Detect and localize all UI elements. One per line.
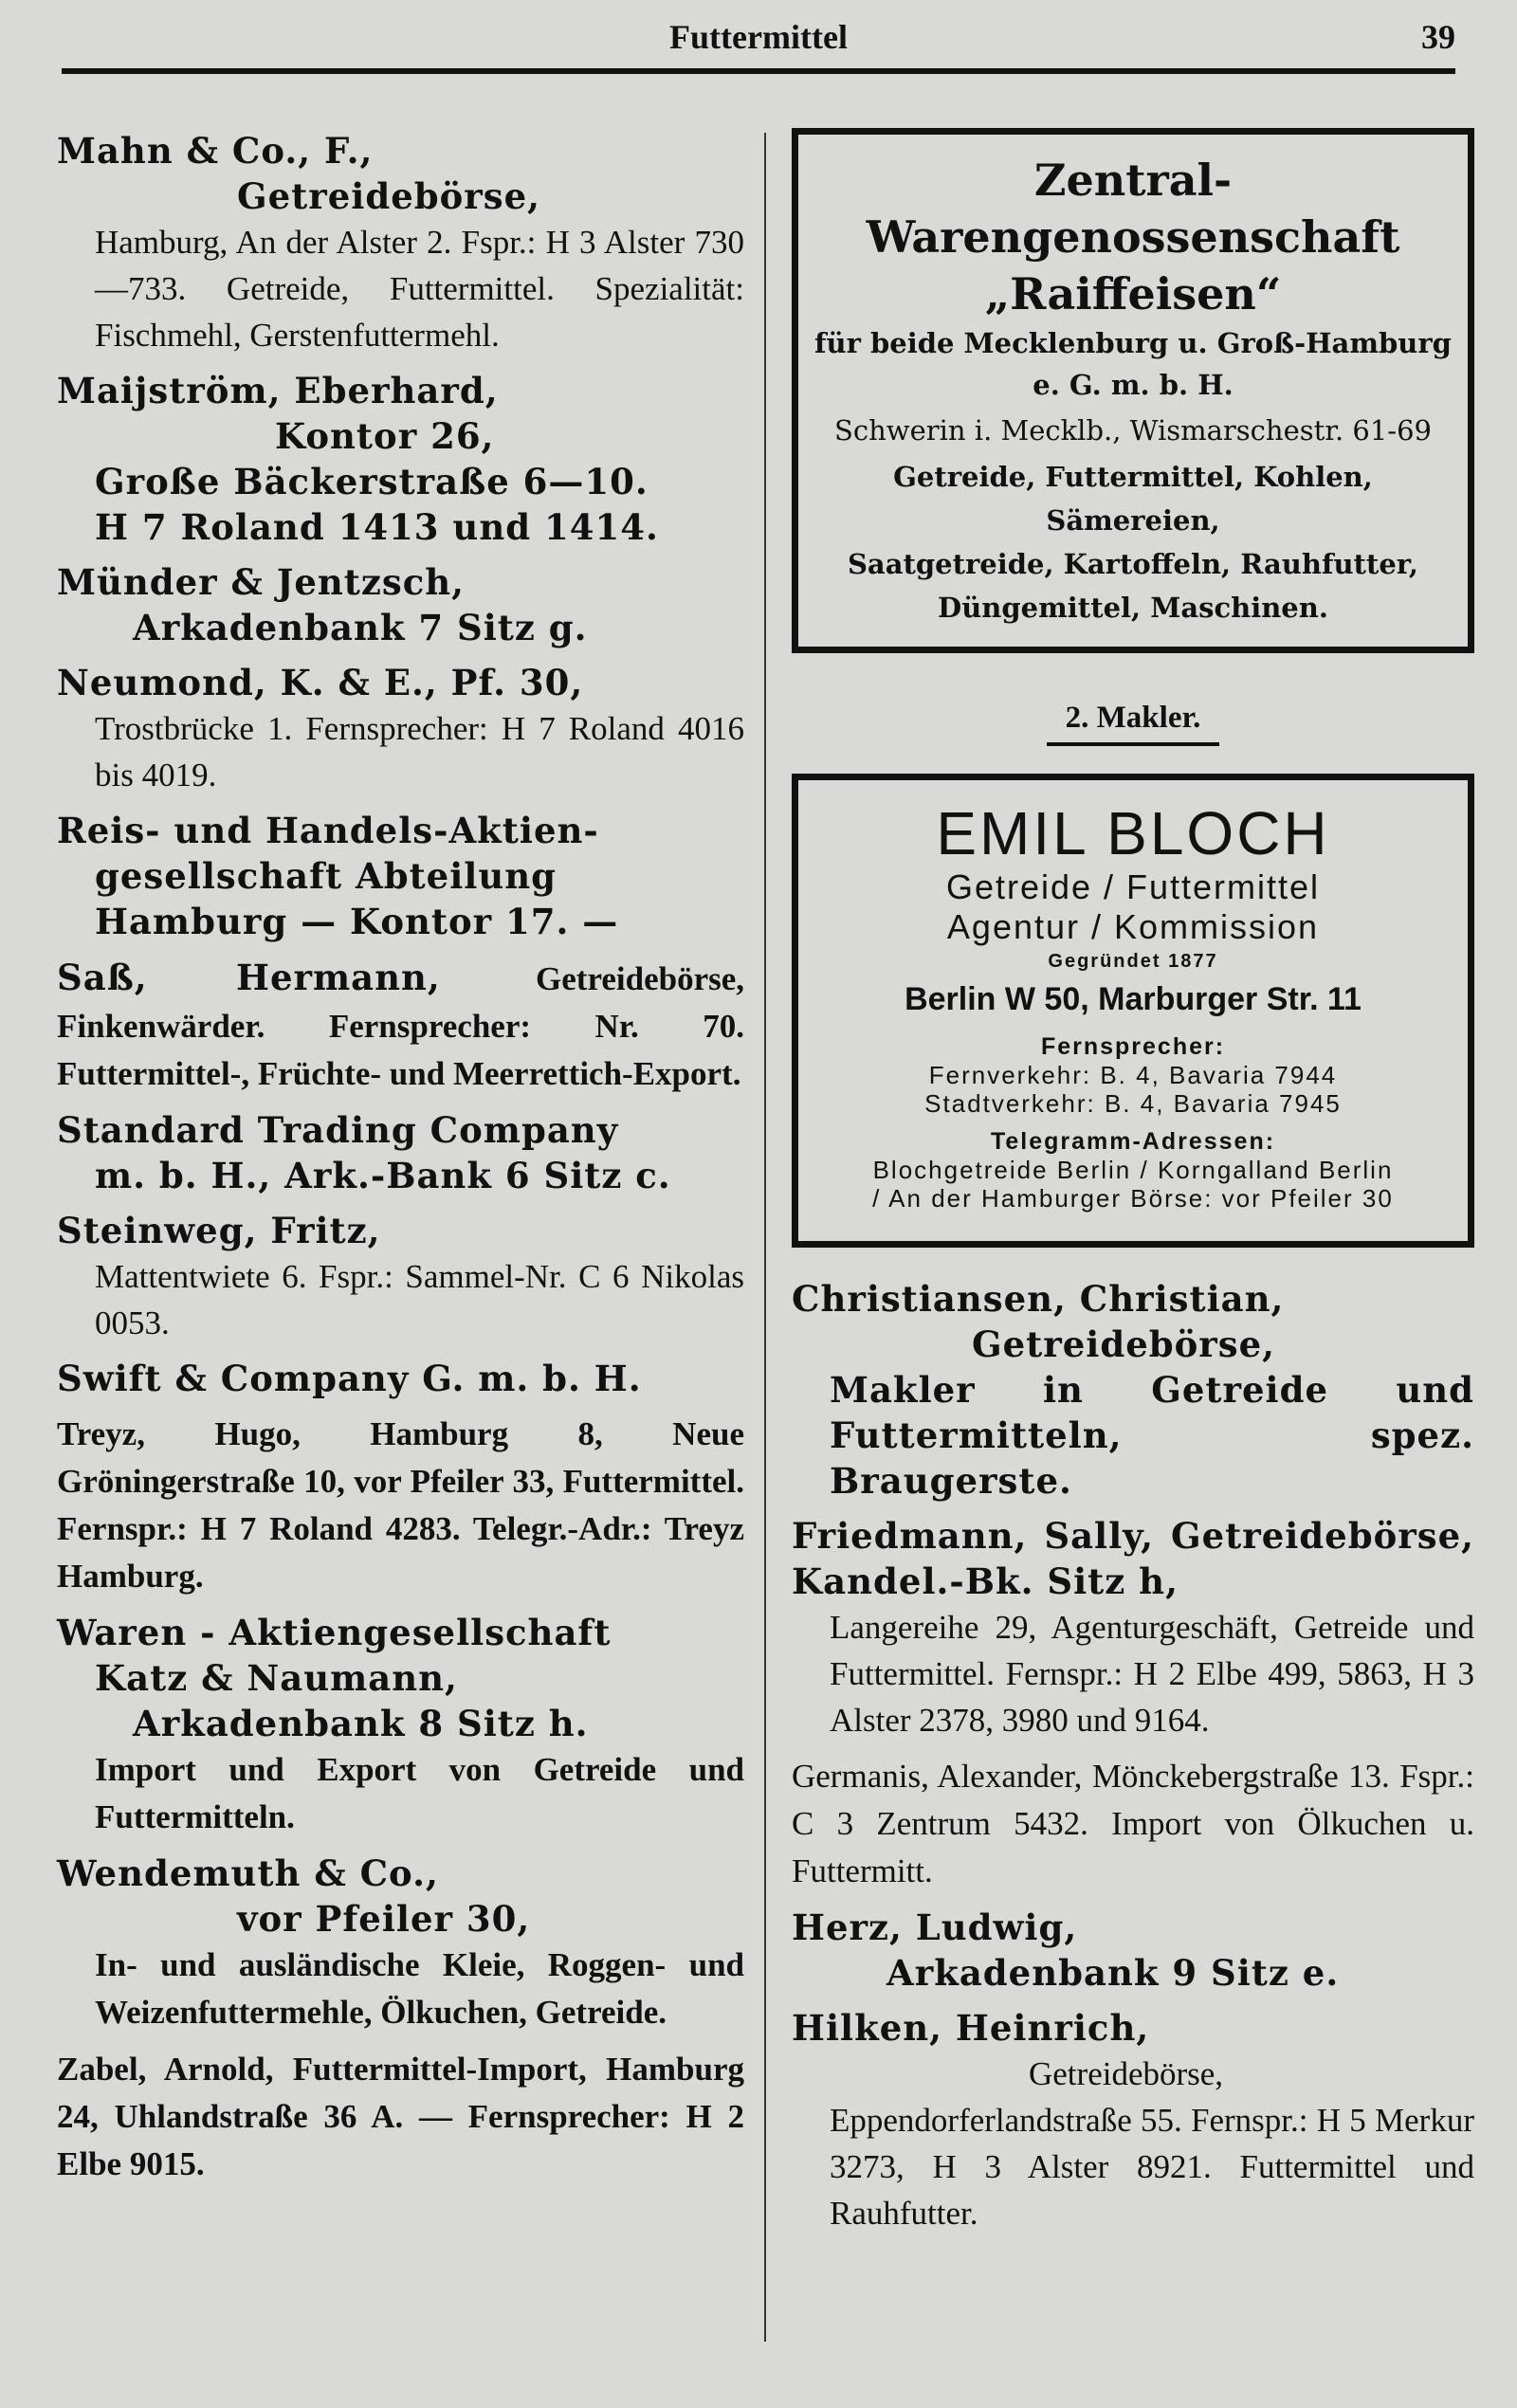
entry-body: Zabel, Arnold, Futtermittel-Import, Hamburg 24, Uhlandstraße 36 A. — Fernsprecher: H 2 Elbe 9015.	[57, 2051, 744, 2182]
entry-body: Trostbrücke 1. Fernsprecher: H 7 Roland 4016 bis 4019.	[95, 710, 744, 794]
entry-body: In- und ausländische Kleie, Roggen- und Weizenfuttermehle, Ölkuchen, Getreide.	[95, 1946, 744, 2031]
entry-name: Mahn & Co., F.,	[57, 130, 374, 172]
entry-name: Saß, Hermann,	[57, 957, 441, 998]
header-rule	[62, 68, 1455, 74]
entry-line: Standard Trading Company	[57, 1109, 619, 1151]
entry-reis	[57, 808, 744, 944]
entry-wendemuth	[57, 1851, 744, 2036]
ad-address: Berlin W 50, Marburger Str. 11	[905, 981, 1362, 1017]
section-title: 2. Makler.	[1047, 701, 1220, 746]
entry-standard	[57, 1107, 744, 1198]
entry-hilken	[792, 2005, 1474, 2236]
entry-line: Arkadenbank 8 Sitz h.	[133, 1703, 589, 1744]
ad-line: Fernsprecher:	[1040, 1033, 1226, 1060]
entry-name: Christiansen, Christian,	[792, 1278, 1285, 1320]
ad-address: Schwerin i. Mecklb., Wismarschestr. 61-69	[834, 414, 1432, 447]
entry-body: Hamburg, An der Alster 2. Fspr.: H 3 Alster 730—733. Getreide, Futtermittel. Spezialität: Fischmehl, Gerstenfuttermehl.	[95, 224, 744, 354]
entry-line: m. b. H., Ark.-Bank 6 Sitz c.	[95, 1155, 671, 1196]
ad-line: Saatgetreide, Kartoffeln, Rauhfutter,	[847, 548, 1419, 580]
entry-body: Import und Export von Getreide und Futtermitteln.	[95, 1751, 744, 1835]
column-divider	[764, 133, 766, 2342]
ad-line: Düngemittel, Maschinen.	[938, 592, 1328, 624]
entry-name: Friedmann, Sally, Getreidebörse, Kandel.-Bk. Sitz h,	[792, 1515, 1474, 1602]
entry-neumond	[57, 660, 744, 798]
entry-name: Münder & Jentzsch,	[57, 561, 466, 603]
entry-line: Hamburg — Kontor 17. —	[95, 901, 619, 942]
entry-body: Eppendorferlandstraße 55. Fernspr.: H 5 Merkur 3273, H 3 Alster 8921. Futtermittel und Rauhfutter.	[830, 2102, 1474, 2232]
entry-name: Steinweg, Fritz,	[57, 1210, 381, 1251]
entry-name: Wendemuth & Co.,	[57, 1852, 439, 1894]
entry-treyz	[57, 1411, 744, 1600]
entry-name: Maijström, Eberhard,	[57, 370, 499, 411]
entry-line: Reis- und Handels-Aktien-	[57, 810, 599, 851]
entry-line: Arkadenbank 7 Sitz g.	[133, 607, 588, 648]
entry-name: Neumond, K. & E., Pf. 30,	[57, 662, 584, 703]
entry-christiansen	[792, 1276, 1474, 1504]
entry-body: Germanis, Alexander, Mönckebergstraße 13. Fspr.: C 3 Zentrum 5432. Import von Ölkuchen u. Futtermitt.	[792, 1758, 1474, 1889]
ad-line: Blochgetreide Berlin / Korngalland Berlin / An der Hamburger Börse: vor Pfeiler 30	[872, 1156, 1394, 1213]
entry-line: Waren - Aktiengesellschaft	[57, 1612, 612, 1653]
entry-name: Hilken, Heinrich,	[792, 2007, 1150, 2049]
page-number: 39	[1421, 18, 1455, 56]
entry-muender	[57, 559, 744, 650]
entry-name: Swift & Company G. m. b. H.	[57, 1358, 642, 1399]
ad-line: e. G. m. b. H.	[1033, 369, 1234, 401]
ad-line: Fernverkehr: B. 4, Bavaria 7944	[928, 1061, 1338, 1089]
ad-line: Stadtverkehr: B. 4, Bavaria 7945	[924, 1089, 1342, 1118]
advertisement-emil-bloch	[792, 774, 1474, 1248]
ad-line: Getreide / Futtermittel	[945, 867, 1321, 906]
entry-line: H 7 Roland 1413 und 1414.	[95, 506, 659, 548]
ad-line: Agentur / Kommission	[946, 907, 1320, 946]
entry-line: vor Pfeiler 30,	[237, 1898, 531, 1940]
ad-founded: Gegründet 1877	[1048, 951, 1218, 972]
left-column	[57, 128, 744, 2198]
entry-line: Kontor 26,	[275, 415, 495, 457]
entry-sass	[57, 954, 744, 1098]
entry-friedmann	[792, 1513, 1474, 1743]
ad-title: EMIL BLOCH	[936, 799, 1330, 867]
entry-body: Getreidebörse, Finkenwärder. Fernsprecher: Nr. 70. Futtermittel-, Früchte- und Meerrettich-Export.	[57, 960, 745, 1092]
entry-body: Treyz, Hugo, Hamburg 8, Neue Gröningerstraße 10, vor Pfeiler 33, Futtermittel. Fernspr.: H 7 Roland 4283. Telegr.-Adr.: Treyz Hamburg.	[57, 1415, 744, 1595]
ad-line: Getreide, Futtermittel, Kohlen, Sämereien,	[893, 461, 1373, 537]
entry-body: Mattentwiete 6. Fspr.: Sammel-Nr. C 6 Nikolas 0053.	[95, 1258, 744, 1341]
entry-herz	[792, 1905, 1474, 1996]
entry-line: Katz & Naumann,	[95, 1657, 458, 1699]
entry-mahn	[57, 128, 744, 358]
entry-swift	[57, 1356, 744, 1401]
entry-steinweg	[57, 1208, 744, 1346]
ad-line: für beide Mecklenburg u. Groß-Hamburg	[814, 327, 1452, 359]
section-heading	[792, 701, 1474, 736]
entry-line: Getreidebörse,	[1029, 2055, 1224, 2092]
entry-maijstroem	[57, 368, 744, 550]
entry-line: gesellschaft Abteilung	[95, 855, 557, 897]
entry-body: Langereihe 29, Agenturgeschäft, Getreide und Futtermittel. Fernspr.: H 2 Elbe 499, 5863, H 3 Alster 2378, 3980 und 9164.	[830, 1609, 1474, 1739]
entry-zabel	[57, 2046, 744, 2188]
entry-line: Getreidebörse,	[972, 1323, 1276, 1365]
advertisement-raiffeisen	[792, 128, 1474, 653]
ad-title: Zentral-Warengenossenschaft	[866, 155, 1400, 263]
entry-name: Herz, Ludwig,	[792, 1906, 1078, 1948]
ad-line: Telegramm-Adressen:	[990, 1128, 1276, 1155]
right-column	[792, 128, 1474, 2246]
entry-line: Arkadenbank 9 Sitz e.	[886, 1952, 1340, 1994]
entry-waren	[57, 1610, 744, 1841]
entry-sub: Getreidebörse,	[237, 175, 541, 217]
entry-germanis	[792, 1753, 1474, 1895]
entry-line: Makler in Getreide und Futtermitteln, spez. Braugerste.	[830, 1369, 1474, 1502]
running-title: Futtermittel	[669, 18, 848, 56]
entry-line: Große Bäckerstraße 6—10.	[95, 461, 649, 502]
ad-subtitle: „Raiffeisen“	[984, 268, 1282, 319]
